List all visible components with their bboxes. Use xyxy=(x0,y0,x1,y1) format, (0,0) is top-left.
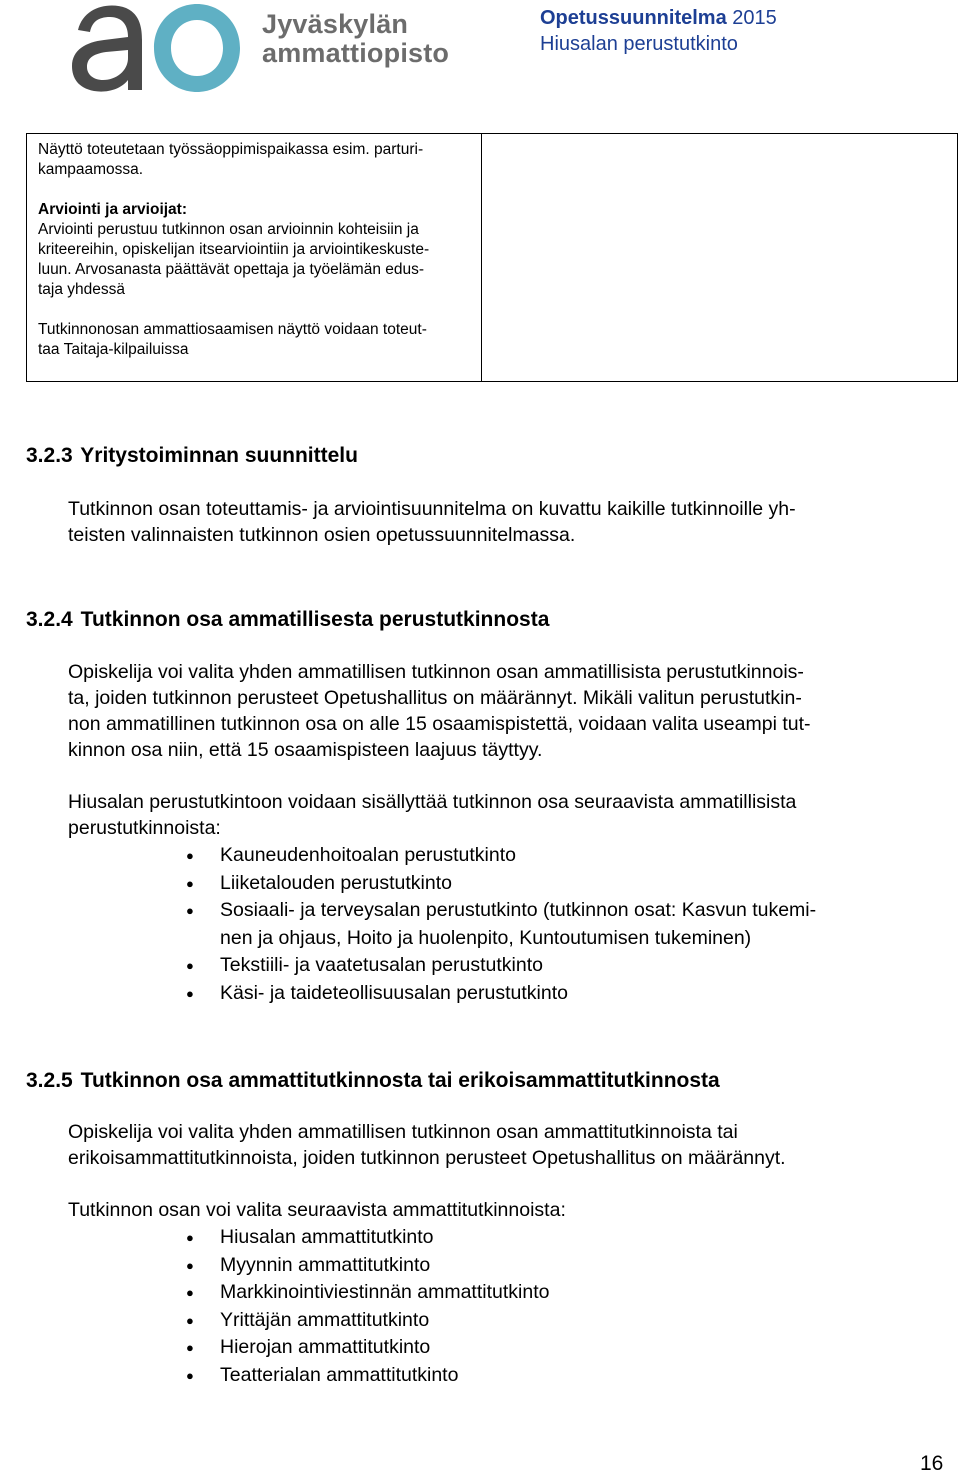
section-number: 3.2.4 xyxy=(26,608,73,631)
list-item: ● Myynnin ammattitutkinto xyxy=(186,1252,946,1280)
paragraph-line: Tutkinnon osan voi valita seuraavista ammattitutkinnoista: xyxy=(68,1199,566,1221)
list-item: ● Tekstiili- ja vaatetusalan perustutkinto xyxy=(186,952,946,980)
org-name-line2: ammattiopisto xyxy=(262,38,450,68)
table-column-divider xyxy=(481,134,482,381)
assessment-table xyxy=(26,133,958,382)
section-3-2-4-intro xyxy=(68,789,928,841)
paragraph-line: perustutkinnoista: xyxy=(68,817,221,839)
section-3-2-5-paragraph xyxy=(68,1119,928,1171)
list-item: ● Hiusalan ammattitutkinto xyxy=(186,1224,946,1252)
table-text-line: taa Taitaja-kilpailuissa xyxy=(38,341,189,358)
section-heading-3-2-3 xyxy=(26,444,358,468)
section-heading-3-2-5 xyxy=(26,1069,720,1093)
table-text-line: luun. Arvosanasta päättävät opettaja ja työelämän edus- xyxy=(38,261,425,278)
assessment-heading: Arviointi ja arvioijat: xyxy=(38,201,188,218)
further-degree-list xyxy=(186,1224,946,1389)
doc-title: Opetussuunnitelma xyxy=(540,7,727,29)
list-item: ● Liiketalouden perustutkinto xyxy=(186,870,946,898)
table-text-line: Näyttö toteutetaan työssäoppimispaikassa esim. parturi- xyxy=(38,141,424,158)
table-text-line: taja yhdessä xyxy=(38,281,126,298)
list-item: ● Teatterialan ammattitutkinto xyxy=(186,1362,946,1390)
paragraph-line: erikoisammattitutkinnoista, joiden tutkinnon perusteet Opetushallitus on määrännyt. xyxy=(68,1147,786,1169)
paragraph-line: Opiskelija voi valita yhden ammatillisen tutkinnon osan ammatillisista perustutkinnois- xyxy=(68,661,804,683)
paragraph-line: Hiusalan perustutkintoon voidaan sisällyttää tutkinnon osa seuraavista ammatillisista xyxy=(68,791,797,813)
organization-logo xyxy=(70,0,245,92)
paragraph-line: Opiskelija voi valita yhden ammatillisen tutkinnon osan ammattitutkinnoista tai xyxy=(68,1121,738,1143)
list-item: ● Hierojan ammattitutkinto xyxy=(186,1334,946,1362)
table-text-line: kampaamossa. xyxy=(38,161,144,178)
section-title: Tutkinnon osa ammatillisesta perustutkinnosta xyxy=(80,608,550,631)
paragraph-line: teisten valinnaisten tutkinnon osien opetussuunnitelmassa. xyxy=(68,524,576,546)
list-item: ● Käsi- ja taideteollisuusalan perustutkinto xyxy=(186,980,946,1008)
section-title: Yritystoiminnan suunnittelu xyxy=(80,444,358,467)
section-number: 3.2.3 xyxy=(26,444,73,467)
list-item: ● Markkinointiviestinnän ammattitutkinto xyxy=(186,1279,946,1307)
paragraph-line: non ammatillinen tutkinnon osa on alle 15 osaamispistettä, voidaan valita useampi tut- xyxy=(68,713,811,735)
section-number: 3.2.5 xyxy=(26,1069,73,1092)
paragraph-line: Tutkinnon osan toteuttamis- ja arviointisuunnitelma on kuvattu kaikille tutkinnoille yh- xyxy=(68,498,796,520)
paragraph-line: kinnon osa niin, että 15 osaamispisteen laajuus täyttyy. xyxy=(68,739,543,761)
vocational-degree-list xyxy=(186,842,946,1007)
list-item: ● Kauneudenhoitoalan perustutkinto xyxy=(186,842,946,870)
document-header xyxy=(540,5,777,57)
section-3-2-4-paragraph xyxy=(68,659,928,763)
organization-name xyxy=(262,10,449,68)
list-item: ● Sosiaali- ja terveysalan perustutkinto (tutkinnon osat: Kasvun tukemi- nen ja ohjaus, Hoito ja huolenpito, Kuntoutumisen tukeminen) xyxy=(186,897,946,952)
paragraph-line: ta, joiden tutkinnon perusteet Opetushallitus on määrännyt. Mikäli valitun perustutkin- xyxy=(68,687,802,709)
section-3-2-3-paragraph xyxy=(68,496,928,548)
table-text-line: kriteereihin, opiskelijan itsearviointiin ja arviointikeskuste- xyxy=(38,241,430,258)
section-3-2-5-intro xyxy=(68,1197,928,1223)
org-name-line1: Jyväskylän xyxy=(262,9,409,39)
doc-year: 2015 xyxy=(732,7,777,29)
page-number: 16 xyxy=(920,1452,944,1475)
list-item: ● Yrittäjän ammattitutkinto xyxy=(186,1307,946,1335)
table-cell-left xyxy=(38,140,478,360)
section-heading-3-2-4 xyxy=(26,608,549,632)
doc-subtitle: Hiusalan perustutkinto xyxy=(540,33,738,55)
table-text-line: Tutkinnonosan ammattiosaamisen näyttö voidaan toteut- xyxy=(38,321,427,338)
section-title: Tutkinnon osa ammattitutkinnosta tai erikoisammattitutkinnosta xyxy=(80,1069,720,1092)
table-text-line: Arviointi perustuu tutkinnon osan arvioinnin kohteisiin ja xyxy=(38,221,419,238)
